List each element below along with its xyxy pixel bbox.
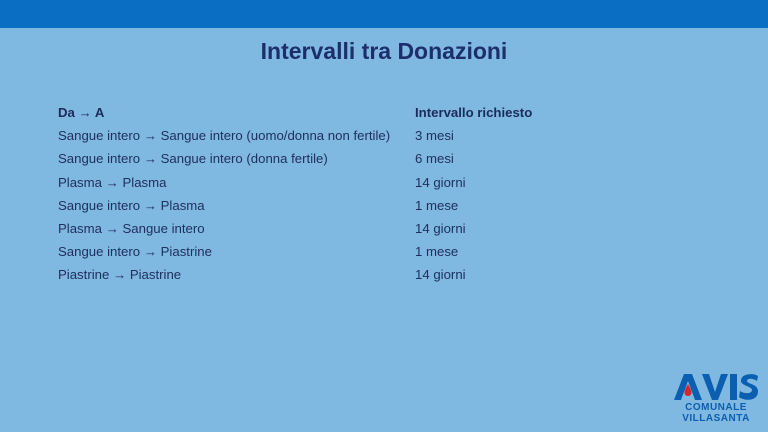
row-interval: 1 mese [415, 197, 459, 213]
logo-text-villasanta: VILLASANTA [682, 413, 750, 424]
row-interval: 14 giorni [415, 221, 466, 237]
logo-text-comunale: COMUNALE [685, 402, 747, 413]
intervals-table [58, 101, 618, 287]
row-interval: 6 mesi [415, 151, 454, 167]
table-header-row [58, 101, 618, 124]
row-interval: 1 mese [415, 244, 459, 260]
row-interval: 14 giorni [415, 267, 466, 283]
row-from-to: Plasma → Sangue intero [58, 221, 205, 237]
table-row [58, 171, 618, 194]
header-interval: Intervallo richiesto [415, 105, 533, 121]
avis-logo-mark [672, 372, 760, 402]
row-interval: 14 giorni [415, 174, 466, 190]
avis-logo [672, 372, 762, 426]
row-from-to: Sangue intero → Sangue intero (donna fertile) [58, 151, 328, 167]
table-row [58, 147, 618, 170]
row-from-to: Plasma → Plasma [58, 174, 167, 190]
row-from-to: Piastrine → Piastrine [58, 267, 182, 283]
row-from-to: Sangue intero → Piastrine [58, 244, 212, 260]
row-from-to: Sangue intero → Plasma [58, 197, 205, 213]
page-title: Intervalli tra Donazioni [260, 38, 508, 64]
table-row [58, 217, 618, 240]
top-bar [0, 0, 768, 28]
table-row [58, 194, 618, 217]
row-from-to: Sangue intero → Sangue intero (uomo/donna non fertile) [58, 128, 391, 144]
table-row [58, 263, 618, 286]
row-interval: 3 mesi [415, 128, 454, 144]
table-row [58, 124, 618, 147]
header-from-to: Da → A [58, 105, 105, 121]
table-row [58, 240, 618, 263]
